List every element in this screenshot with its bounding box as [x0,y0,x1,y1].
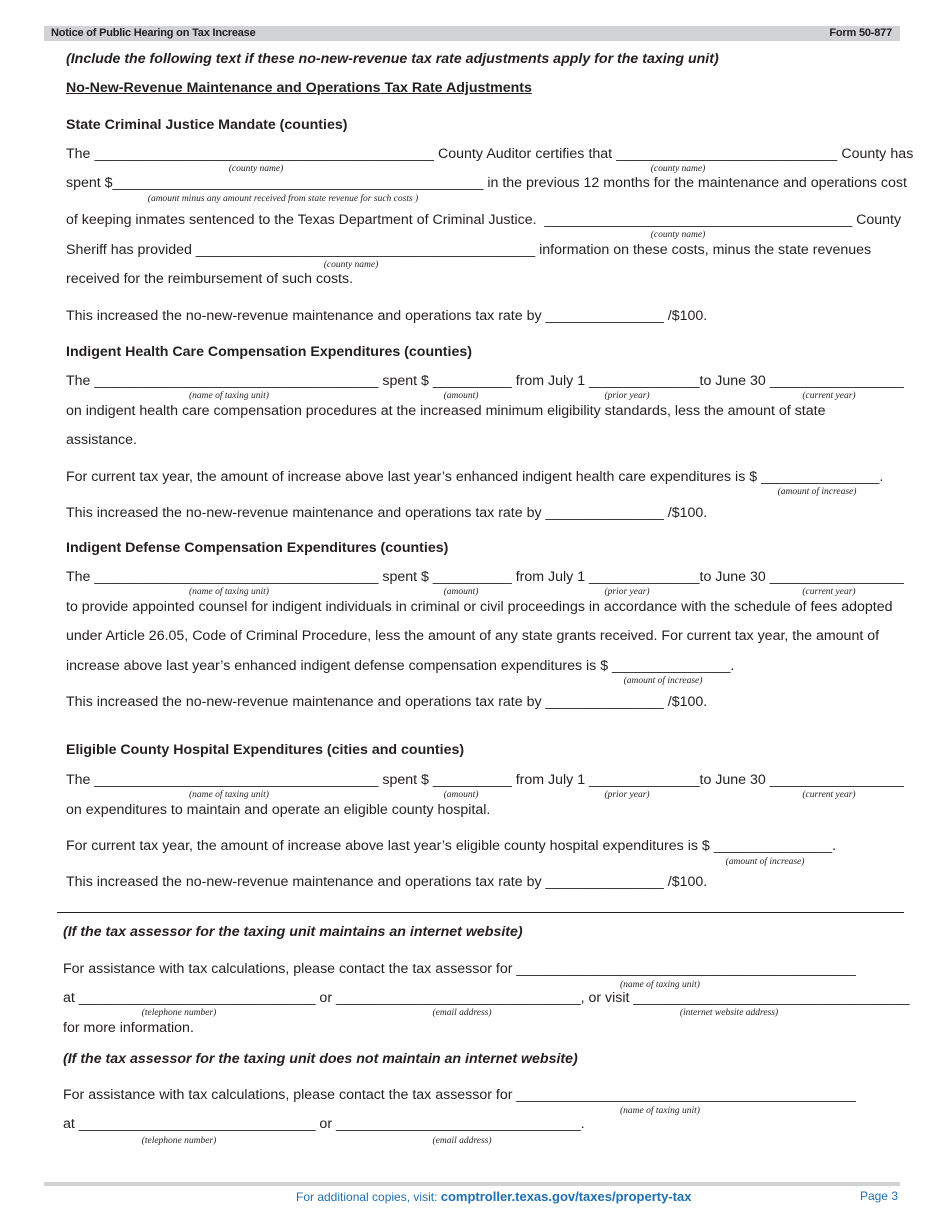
criminal-justice-line-1: The ___________________________________________ County Auditor certifies that ____________________________ County has [66,146,914,162]
caption-email: (email address) [432,1008,492,1018]
footer-rule [44,1182,900,1186]
form-title: Notice of Public Hearing on Tax Increase [51,27,256,39]
caption-amount-of-increase: (amount of increase) [725,857,805,867]
caption-website: (internet website address) [679,1008,779,1018]
caption-amount-of-increase: (amount of increase) [623,676,703,686]
caption-current-year: (current year) [802,391,856,401]
caption-taxing-unit: (name of taxing unit) [620,980,700,990]
caption-taxing-unit: (name of taxing unit) [189,790,269,800]
county-hospital-title: Eligible County Hospital Expenditures (cities and counties) [66,742,465,758]
criminal-justice-line-5: received for the reimbursement of such costs. [66,271,354,287]
caption-prior-year: (prior year) [604,391,650,401]
indigent-defense-line-3: under Article 26.05, Code of Criminal Procedure, less the amount of any state grants received. For current tax year, the amount of [66,628,880,644]
website-line-3: for more information. [63,1020,194,1036]
criminal-justice-line-3: of keeping inmates sentenced to the Texas Department of Criminal Justice. _______________________________________ County [66,212,902,228]
website-line-2: at ______________________________ or _______________________________, or visit ___________________________________ [63,990,910,1006]
website-instruction: (If the tax assessor for the taxing unit maintains an internet website) [63,924,523,940]
indigent-health-line-1: The ____________________________________ spent $ __________ from July 1 ______________to June 30 _________________ [66,373,904,389]
section-heading: No-New-Revenue Maintenance and Operations Tax Rate Adjustments [66,80,532,96]
caption-amount: (amount minus any amount received from state revenue for such costs ) [147,194,419,204]
no-website-line-1: For assistance with tax calculations, please contact the tax assessor for ___________________________________________ [63,1087,856,1103]
caption-county-name: (county name) [650,164,706,174]
caption-amount: (amount) [443,587,479,597]
form-number: Form 50-877 [829,27,892,39]
criminal-justice-line-2: spent $_______________________________________________ in the previous 12 months for the maintenance and operations cost [66,175,907,191]
indigent-health-rate: This increased the no-new-revenue maintenance and operations tax rate by _______________ /$100. [66,505,708,521]
caption-amount: (amount) [443,391,479,401]
caption-taxing-unit: (name of taxing unit) [620,1106,700,1116]
criminal-justice-rate: This increased the no-new-revenue maintenance and operations tax rate by _______________ /$100. [66,308,708,324]
form-header-bar [44,26,900,41]
indigent-defense-line-2: to provide appointed counsel for indigent individuals in criminal or civil proceedings in accordance with the schedule of fees adopted [66,599,893,615]
caption-amount: (amount) [443,790,479,800]
caption-current-year: (current year) [802,790,856,800]
caption-amount-of-increase: (amount of increase) [777,487,857,497]
page-number: Page 3 [859,1189,898,1203]
no-website-instruction: (If the tax assessor for the taxing unit does not maintain an internet website) [63,1051,578,1067]
caption-county-name: (county name) [228,164,284,174]
caption-county-name: (county name) [323,260,379,270]
county-hospital-line-2: on expenditures to maintain and operate an eligible county hospital. [66,802,491,818]
footer-copies [296,1189,691,1204]
indigent-defense-line-4: increase above last year’s enhanced indigent defense compensation expenditures is $ _______________. [66,658,735,674]
caption-telephone: (telephone number) [141,1008,217,1018]
caption-email: (email address) [432,1136,492,1146]
county-hospital-increase: For current tax year, the amount of increase above last year’s eligible county hospital expenditures is $ _______________. [66,838,837,854]
caption-telephone: (telephone number) [141,1136,217,1146]
footer-prefix: For additional copies, visit: [296,1190,441,1204]
footer-link[interactable]: comptroller.texas.gov/taxes/property-tax [440,1189,692,1204]
indigent-health-line-3: assistance. [66,432,137,448]
county-hospital-rate: This increased the no-new-revenue maintenance and operations tax rate by _______________ /$100. [66,874,708,890]
indigent-health-increase: For current tax year, the amount of increase above last year’s enhanced indigent health care expenditures is $ _______________. [66,469,884,485]
website-line-1: For assistance with tax calculations, please contact the tax assessor for ___________________________________________ [63,961,856,977]
caption-taxing-unit: (name of taxing unit) [189,587,269,597]
indigent-health-line-2: on indigent health care compensation procedures at the increased minimum eligibility standards, less the amount of state [66,403,826,419]
caption-current-year: (current year) [802,587,856,597]
county-hospital-line-1: The ____________________________________ spent $ __________ from July 1 ______________to June 30 _________________ [66,772,904,788]
criminal-justice-line-4: Sheriff has provided ___________________________________________ information on these costs, minus the state revenues [66,242,872,258]
no-website-line-2: at ______________________________ or _______________________________. [63,1116,585,1132]
caption-prior-year: (prior year) [604,790,650,800]
caption-taxing-unit: (name of taxing unit) [189,391,269,401]
caption-county-name: (county name) [650,230,706,240]
indigent-defense-title: Indigent Defense Compensation Expenditures (counties) [66,540,449,556]
indigent-health-title: Indigent Health Care Compensation Expenditures (counties) [66,344,472,360]
indigent-defense-line-1: The ____________________________________ spent $ __________ from July 1 ______________to June 30 _________________ [66,569,904,585]
caption-prior-year: (prior year) [604,587,650,597]
indigent-defense-rate: This increased the no-new-revenue maintenance and operations tax rate by _______________ /$100. [66,694,708,710]
section-divider [57,912,904,913]
criminal-justice-title: State Criminal Justice Mandate (counties) [66,117,348,133]
section-instruction: (Include the following text if these no-new-revenue tax rate adjustments apply for the taxing unit) [66,51,719,67]
